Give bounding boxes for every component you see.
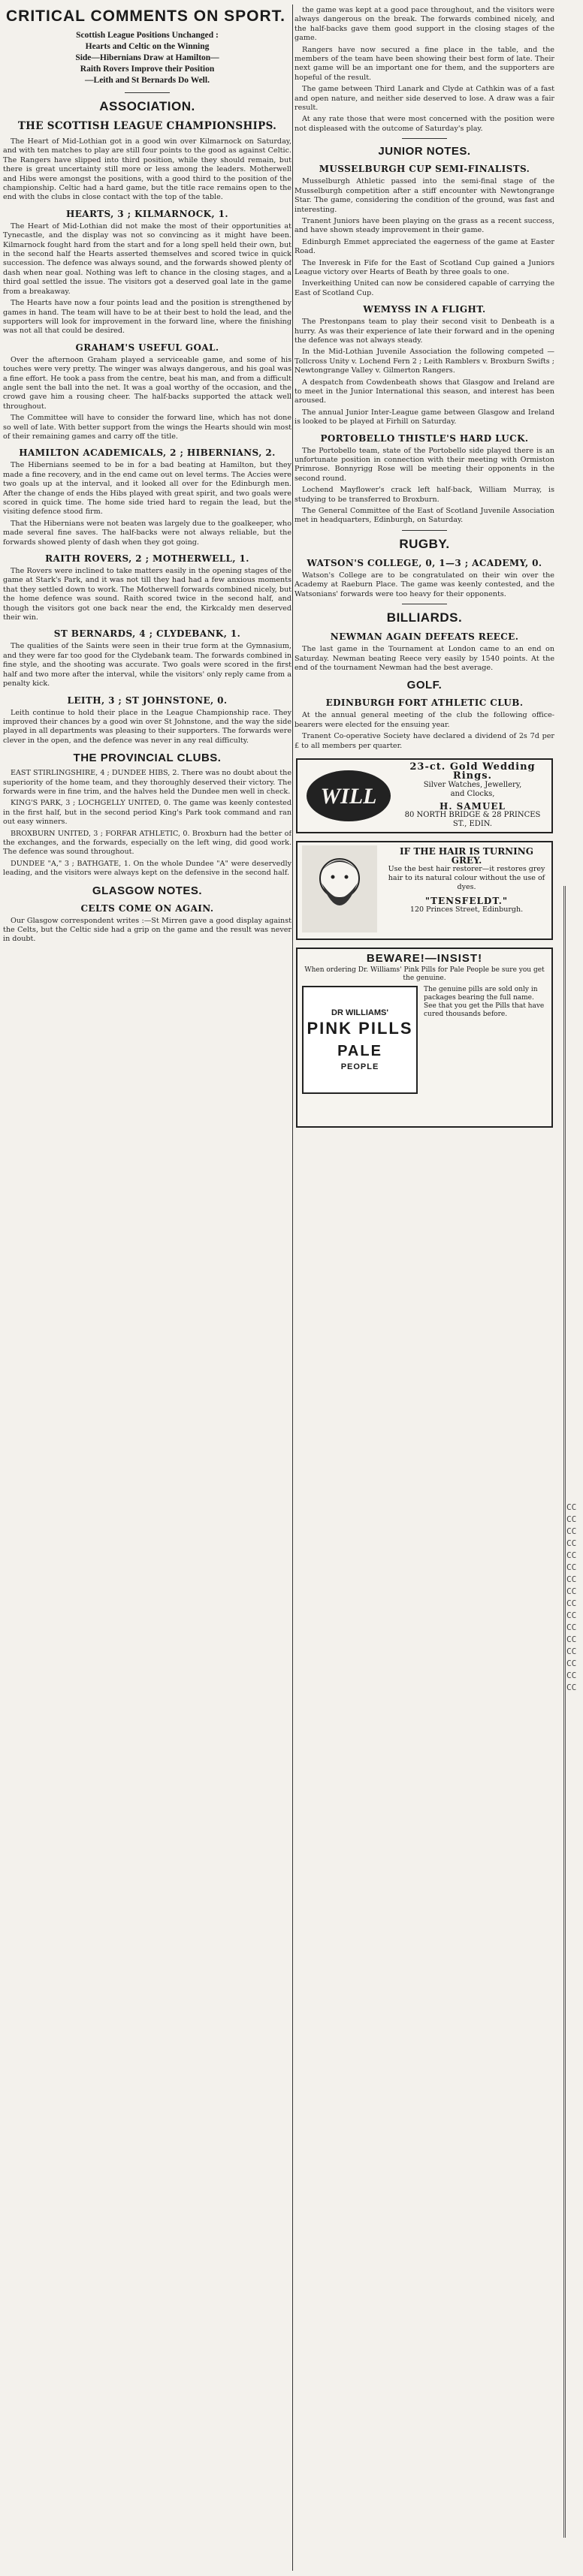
article-paragraph: The last game in the Tournament at London came to an end on Saturday. Newman beating Reece very easily by 1540 points. At the end of the tournament Newman had the best average. xyxy=(295,645,554,672)
article-paragraph: The game between Third Lanark and Clyde at Cathkin was of a fast and open nature, and neither side deserved to lose. A draw was a fair result. xyxy=(295,85,554,113)
edge-letters: CCCCCCCCCCCCCCCCCCCCCCCCCCCCCCCC xyxy=(566,1502,577,1692)
advert-brand: "TENSFELDT." xyxy=(424,895,509,906)
subheading-musselburgh: MUSSELBURGH CUP SEMI-FINALISTS. xyxy=(319,164,530,175)
advert-body xyxy=(302,986,547,1094)
deck-line: Hearts and Celtic on the Winning xyxy=(85,42,210,51)
advert-body: Use the best hair restorer—it restores grey hair to its natural colour without the use of dyes. xyxy=(388,864,545,891)
article-paragraph: The Heart of Mid-Lothian got in a good win over Kilmarnock on Saturday, and with ten matches to play are still four points to the good as against Celtic. The Rangers have slipped into third position, while they should remain, but there is great uncertainty still more or less among the leaders. Motherwell and Hibs were amongst the positions, with a good third to the position of the championship. Celtic had a hard game, but the title race remains open to the end with the clubs in close contact with the top of the table. xyxy=(3,137,292,202)
section-heading-golf: GOLF. xyxy=(406,679,443,692)
article-paragraph: BROXBURN UNITED, 3 ; FORFAR ATHLETIC, 0. Broxburn had the better of the exchanges, and the forwards, especially on the left wing, did good work. The defence was sound throughout. xyxy=(3,829,292,857)
article-paragraph: The annual Junior Inter-League game between Glasgow and Ireland is looked to be played at Firhill on Saturday. xyxy=(295,408,554,426)
match-heading-st-bernards: ST BERNARDS, 4 ; CLYDEBANK, 1. xyxy=(53,628,241,640)
advert-line: and Clocks, xyxy=(450,789,495,798)
article-paragraph: EAST STIRLINGSHIRE, 4 ; DUNDEE HIBS, 2. There was no doubt about the superiority of the home team, and they thoroughly deserved their victory. The forwards were in fine trim, and the halves held the Dundee men well in check. xyxy=(3,769,292,796)
subheading-newman: NEWMAN AGAIN DEFEATS REECE. xyxy=(330,631,519,643)
headline-deck xyxy=(3,30,292,86)
subheading-celts: CELTS COME ON AGAIN. xyxy=(80,902,214,914)
advert-brand: H. SAMUEL xyxy=(439,800,506,812)
divider xyxy=(402,138,447,139)
article-paragraph: At the annual general meeting of the club the following office-bearers were elected for the ensuing year. xyxy=(295,711,554,729)
article-paragraph: The Committee will have to consider the forward line, which has not done so well of late. With better support from the wings the Hearts should win most of their remaining games and carry off the title. xyxy=(3,414,292,441)
article-paragraph: The Hibernians seemed to be in for a bad beating at Hamilton, but they made a fine recovery, and in the end came out on level terms. The Accies were two goals up at the interval, and it looked all over for the Edinburgh men. After the change of ends the Hibs played with great spirit, and two goals were scored in quick time. The home side tried hard to regain the lead, but the visiting defence stood firm. xyxy=(3,461,292,517)
article-paragraph: The General Committee of the East of Scotland Juvenile Association met in headquarters, Edinburgh, on Saturday. xyxy=(295,507,554,525)
article-paragraph: In the Mid-Lothian Juvenile Association the following competed — Tollcross Unity v. Lochend Fern 2 ; Leith Ramblers v. Broxburn Swifts ; Newtongrange Valley v. Gilmerton Rangers. xyxy=(295,348,554,375)
article-paragraph: Inverkeithing United can now be considered capable of carrying the East of Scotland Cup. xyxy=(295,279,554,297)
article-paragraph: The Heart of Mid-Lothian did not make the most of their opportunities at Tynecastle, and the display was not so convincing as it might have been. Kilmarnock fought hard from the start and for a long spell held their own, but in the second half the Hearts asserted themselves and scored twice in quick succession. The defence was always sound, and the forwards showed plenty of dash when near goal. Nothing was left to chance in the closing stages, and a third goal settled the issue. The visitors got a deserved goal late in the game from a breakaway. xyxy=(3,221,292,296)
deck-line: —Leith and St Bernards Do Well. xyxy=(85,76,210,85)
pill-box-people: PEOPLE xyxy=(340,1062,379,1071)
page-title: CRITICAL COMMENTS ON SPORT. xyxy=(6,8,285,25)
article-paragraph: That the Hibernians were not beaten was largely due to the goalkeeper, who made several fine saves. The half-backs were not always reliable, but the forwards showed plenty of dash when they got going. xyxy=(3,519,292,547)
match-heading-leith: LEITH, 3 ; ST JOHNSTONE, 0. xyxy=(67,694,228,706)
page-edge-strip xyxy=(559,0,583,2576)
advert-address: 120 Princes Street, Edinburgh. xyxy=(409,905,524,914)
advert-side-text: The genuine pills are sold only in packages bearing the full name. See that you get the Pills that have cured thousands before. xyxy=(424,985,545,1018)
article-paragraph: Our Glasgow correspondent writes :—St Mirren gave a good display against the Celts, but the Celtic side had a grip on the game and the result was never in doubt. xyxy=(3,916,292,944)
subheading-championships: THE SCOTTISH LEAGUE CHAMPIONSHIPS. xyxy=(17,120,277,132)
edge-brace xyxy=(563,886,581,2538)
divider xyxy=(125,92,170,93)
deck-line: Raith Rovers Improve their Position xyxy=(80,65,215,74)
article-paragraph: Musselburgh Athletic passed into the semi-final stage of the Musselburgh competition after a stiff encounter with Newtongrange Star. The game, considering the condition of the ground, was fast and interesting. xyxy=(295,177,554,214)
deck-line: Side—Hibernians Draw at Hamilton— xyxy=(75,53,219,62)
column-divider xyxy=(292,5,293,2571)
advert-pink-pills xyxy=(296,948,553,1128)
article-paragraph: KING'S PARK, 3 ; LOCHGELLY UNITED, 0. The game was keenly contested in the first half, but in the second period King's Park took command and ran out easy winners. xyxy=(3,799,292,827)
advert-hair xyxy=(296,841,553,940)
article-paragraph: Rangers have now secured a fine place in the table, and the members of the team have been showing their best form of late. Their next game will be an important one for them, and the supporters are hopeful of the result. xyxy=(295,45,554,82)
pill-box-maker: DR WILLIAMS' xyxy=(331,1008,388,1017)
article-paragraph: At any rate those that were most concerned with the position were not displeased with the outcome of Saturday's play. xyxy=(295,115,554,133)
article-paragraph: Watson's College are to be congratulated on their win over the Academy at Raeburn Place. The game was keenly contested, and the Watsonians' forwards were too heavy for their opponents. xyxy=(295,571,554,598)
pill-box-pale: PALE xyxy=(337,1042,382,1059)
match-heading-watsons: WATSON'S COLLEGE, 0, 1—3 ; ACADEMY, 0. xyxy=(307,557,542,568)
article-paragraph: The Portobello team, state of the Portobello side played there is an unfortunate position in connection with their meeting with Ormiston Primrose. Bonnyrigg Rose will be meeting their opponents in the second round. xyxy=(295,446,554,483)
article-paragraph: Edinburgh Emmet appreciated the eagerness of the game at Easter Road. xyxy=(295,237,554,256)
section-heading-billiards: BILLIARDS. xyxy=(386,610,463,625)
subheading-portobello: PORTOBELLO THISTLE'S HARD LUCK. xyxy=(320,432,529,444)
section-heading-glasgow: GLASGOW NOTES. xyxy=(92,884,203,897)
advert-headline: BEWARE!—INSIST! xyxy=(366,951,483,965)
subheading-fort-athletic: EDINBURGH FORT ATHLETIC CLUB. xyxy=(325,697,524,709)
subheading-wemyss: WEMYSS IN A FLIGHT. xyxy=(363,304,486,315)
deck-line: Scottish League Positions Unchanged : xyxy=(76,31,219,40)
article-paragraph: Lochend Mayflower's crack left half-back, William Murray, is studying to be transferred to Broxburn. xyxy=(295,486,554,504)
match-heading-hearts: HEARTS, 3 ; KILMARNOCK, 1. xyxy=(66,208,228,219)
article-paragraph: A despatch from Cowdenbeath shows that Glasgow and Ireland are to meet in the Junior International this season, and interest has been aroused. xyxy=(295,378,554,405)
advert-address: 80 NORTH BRIDGE & 28 PRINCES ST., EDIN. xyxy=(404,810,541,828)
pill-box-name: PINK PILLS xyxy=(307,1018,413,1038)
divider xyxy=(402,530,447,531)
pill-package-icon xyxy=(302,986,418,1094)
section-heading-junior: JUNIOR NOTES. xyxy=(378,145,471,158)
match-heading-hamilton: HAMILTON ACADEMICALS, 2 ; HIBERNIANS, 2. xyxy=(19,447,276,459)
advert-headline: IF THE HAIR IS TURNING GREY. xyxy=(400,845,533,866)
section-heading-provincial: THE PROVINCIAL CLUBS. xyxy=(73,752,222,765)
match-heading-raith: RAITH ROVERS, 2 ; MOTHERWELL, 1. xyxy=(45,553,249,565)
article-paragraph: Leith continue to hold their place in the League Championship race. They improved their chances by a good win over St Johnstone, and the way the side played in all departments was pleasing to their supporters. The forwards were clever in the open, and the defence was never in any real difficulty. xyxy=(3,708,292,745)
article-paragraph: Tranent Co-operative Society have declared a dividend of 2s 7d per £ to all members per quarter. xyxy=(295,732,554,750)
advert-samuel xyxy=(296,758,553,833)
article-paragraph: the game was kept at a good pace throughout, and the visitors were always dangerous on the break. The forwards combined nicely, and the half-backs gave them good support in the closing stages of the game. xyxy=(295,6,554,43)
right-column xyxy=(295,6,554,2571)
will-logo-icon xyxy=(304,767,394,825)
article-paragraph: Over the afternoon Graham played a serviceable game, and some of his touches were very pretty. The winger was always dangerous, and his goal was a fine effort. He took a pass from the centre, beat his man, and from a difficult angle sent the ball into the net. It was a goal worthy of the occasion, and the crowd gave him a rousing cheer. The half-backs supported the attack well throughout. xyxy=(3,355,292,411)
article-paragraph: Tranent Juniors have been playing on the grass as a recent success, and have shown steady improvement in their game. xyxy=(295,216,554,235)
subheading-graham: GRAHAM'S USEFUL GOAL. xyxy=(75,342,219,353)
article-paragraph: The Hearts have now a four points lead and the position is strengthened by games in hand. The team will have to be at their best to hold the lead, and the supporters will look for improvement in the forward line, where the finishing was not all that could be desired. xyxy=(3,299,292,336)
advert-line: Silver Watches, Jewellery, xyxy=(423,780,522,789)
advert-line: 23-ct. Gold Wedding Rings. xyxy=(409,761,536,782)
article-paragraph: The qualities of the Saints were seen in their true form at the Gymnasium, and they were far too good for the Clydebank team. The forwards combined in fine style, and the shooting was accurate. Two goals were scored in the first half and two more after the interval, while the visitors' only reply came from a penalty kick. xyxy=(3,642,292,688)
advert-logo-text: WILL xyxy=(320,783,377,809)
article-paragraph: The Inveresk in Fife for the East of Scotland Cup gained a Juniors League victory over Hearts of Beath by three goals to one. xyxy=(295,258,554,276)
bearded-man-portrait-icon xyxy=(298,842,382,935)
advert-text xyxy=(382,842,551,939)
advert-text xyxy=(394,760,551,832)
article-paragraph: The Prestonpans team to play their second visit to Denbeath is a hurry. As was their experience of late their forward and in the opening the defence was not always steady. xyxy=(295,318,554,345)
advert-subline: When ordering Dr. Williams' Pink Pills for Pale People be sure you get the genuine. xyxy=(304,966,545,982)
section-heading-association: ASSOCIATION. xyxy=(99,99,195,113)
article-paragraph: DUNDEE "A," 3 ; BATHGATE, 1. On the whole Dundee "A" were deservedly leading, and the visitors were always kept on the defensive in the second half. xyxy=(3,859,292,878)
article-paragraph: The Rovers were inclined to take matters easily in the opening stages of the game at Stark's Park, and it was not till they had had a few anxious moments that they settled down to work. The Motherwell forwards combined nicely, but the home defence was sound. Raith scored twice in the second half, and though the visitors got one back near the end, the Kirkcaldy men deserved their win. xyxy=(3,567,292,622)
section-heading-rugby: RUGBY. xyxy=(399,536,450,551)
left-column xyxy=(3,6,292,2571)
